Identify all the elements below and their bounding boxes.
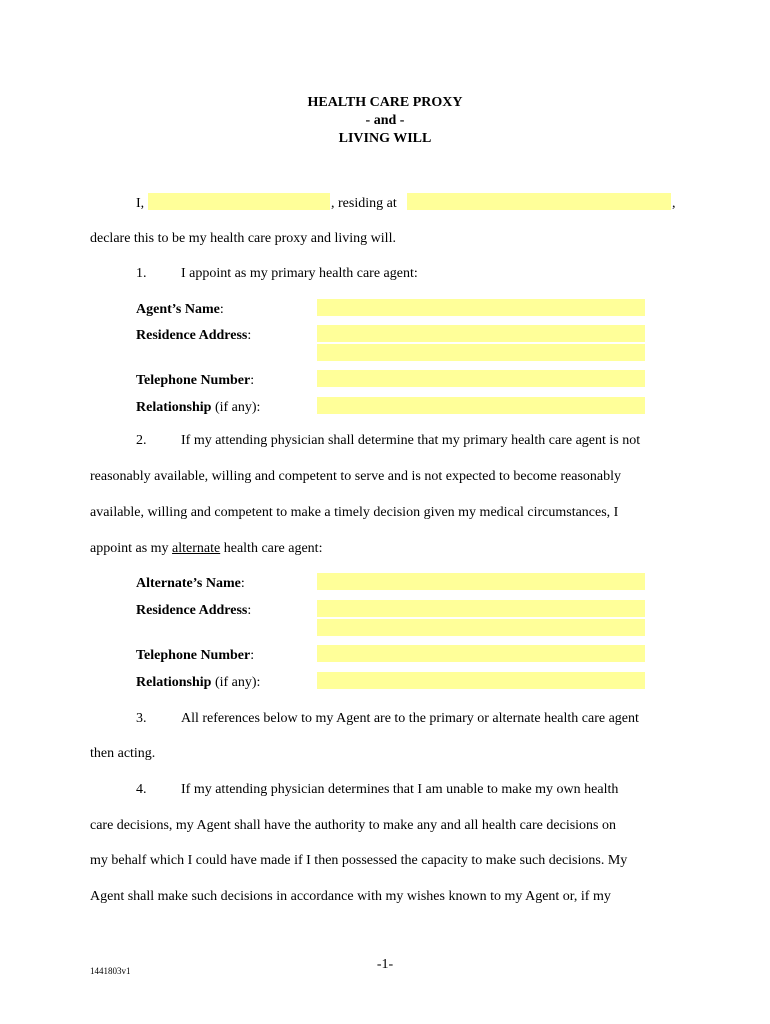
para3-line2: then acting. xyxy=(90,746,156,761)
intro-comma: , xyxy=(672,196,676,211)
para1-number: 1. xyxy=(136,266,147,281)
agent-phone-label: Telephone Number: xyxy=(136,373,255,388)
para1-text: I appoint as my primary health care agent: xyxy=(181,266,418,281)
agent-address-field-line1[interactable] xyxy=(317,325,645,342)
alternate-address-field-line1[interactable] xyxy=(317,600,645,617)
para2-line3: available, willing and competent to make a timely decision given my medical circumstances, I xyxy=(90,505,619,520)
para4-number: 4. xyxy=(136,782,147,797)
para4-line3: my behalf which I could have made if I then possessed the capacity to make such decisions. My xyxy=(90,853,628,868)
para2-line2: reasonably available, willing and competent to serve and is not expected to become reasonably xyxy=(90,469,622,484)
agent-relationship-field[interactable] xyxy=(317,397,645,414)
agent-address-field-line2[interactable] xyxy=(317,344,645,361)
agent-relationship-label: Relationship (if any): xyxy=(136,400,261,415)
agent-name-label: Agent’s Name: xyxy=(136,302,224,317)
alternate-name-field[interactable] xyxy=(317,573,645,590)
para3-line1: All references below to my Agent are to the primary or alternate health care agent xyxy=(181,711,639,726)
alternate-phone-label: Telephone Number: xyxy=(136,648,255,663)
document-id: 1441803v1 xyxy=(90,966,131,976)
alternate-relationship-label: Relationship (if any): xyxy=(136,675,261,690)
declarant-name-field[interactable] xyxy=(148,193,330,210)
intro-residing-at: , residing at xyxy=(331,196,397,211)
para2-number: 2. xyxy=(136,433,147,448)
para4-line1: If my attending physician determines that I am unable to make my own health xyxy=(181,782,619,797)
para3-number: 3. xyxy=(136,711,147,726)
para2-line4: appoint as my alternate health care agent: xyxy=(90,541,323,556)
document-title-line3: LIVING WILL xyxy=(338,131,432,146)
para4-line4: Agent shall make such decisions in accordance with my wishes known to my Agent or, if my xyxy=(90,889,611,904)
intro-i: I, xyxy=(136,196,145,211)
agent-name-field[interactable] xyxy=(317,299,645,316)
alternate-phone-field[interactable] xyxy=(317,645,645,662)
agent-phone-field[interactable] xyxy=(317,370,645,387)
alternate-address-field-line2[interactable] xyxy=(317,619,645,636)
page-number: -1- xyxy=(376,957,394,972)
alternate-relationship-field[interactable] xyxy=(317,672,645,689)
agent-address-label: Residence Address: xyxy=(136,328,252,343)
para4-line2: care decisions, my Agent shall have the authority to make any and all health care decisions on xyxy=(90,818,616,833)
alternate-name-label: Alternate’s Name: xyxy=(136,576,245,591)
alternate-address-label: Residence Address: xyxy=(136,603,252,618)
intro-declare-text: declare this to be my health care proxy and living will. xyxy=(90,231,396,246)
document-title-line1: HEALTH CARE PROXY xyxy=(307,95,463,110)
para2-line1: If my attending physician shall determine that my primary health care agent is not xyxy=(181,433,641,448)
document-title-line2: - and - xyxy=(365,113,405,128)
declarant-address-field[interactable] xyxy=(407,193,671,210)
